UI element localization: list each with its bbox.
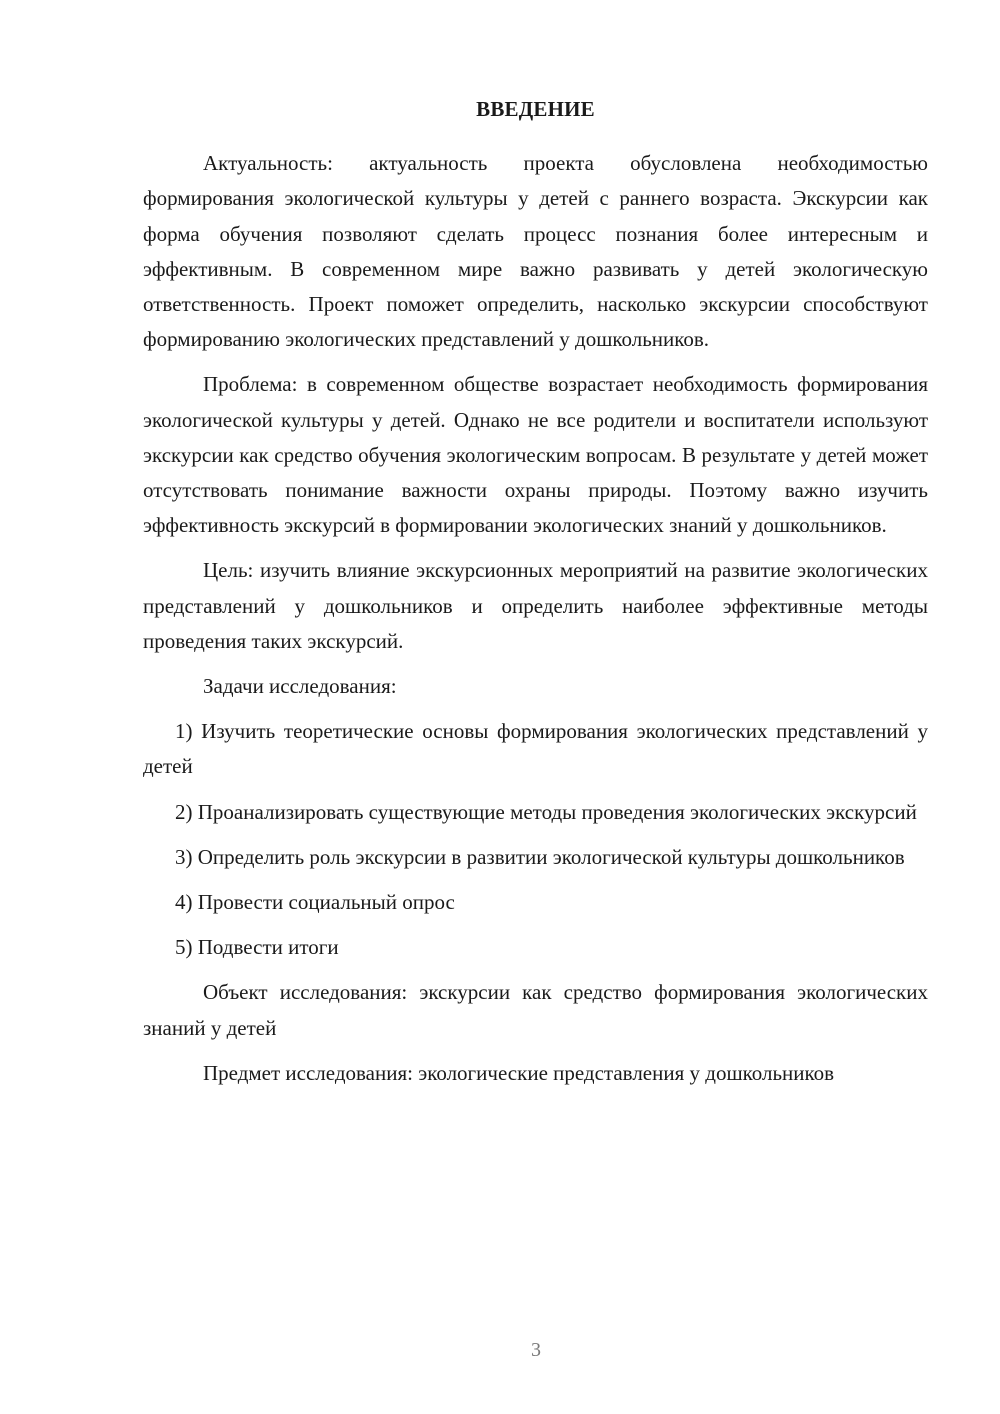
page-number: 3 bbox=[531, 1339, 541, 1361]
object-paragraph: Объект исследования: экскурсии как средство формирования экологических знаний у детей bbox=[143, 980, 928, 1040]
relevance-paragraph: Актуальность: актуальность проекта обусловлена необходимостью формирования экологической культуры у детей с раннего возраста. Экскурсии как форма обучения позволяют сделать процесс познания более интересным и эффективным. В современном мире важно развивать у детей экологическую ответственность. Проект поможет определить, насколько экскурсии способствуют формированию экологических представлений у дошкольников. bbox=[143, 151, 928, 352]
task-item-2: 2) Проанализировать существующие методы проведения экологических экскурсий bbox=[175, 799, 917, 824]
goal-paragraph: Цель: изучить влияние экскурсионных мероприятий на развитие экологических представлений у дошкольников и определить наиболее эффективные методы проведения таких экскурсий. bbox=[143, 558, 928, 653]
page-content bbox=[143, 92, 928, 1091]
task-item-3: 3) Определить роль экскурсии в развитии экологической культуры дошкольников bbox=[175, 844, 905, 869]
section-title: ВВЕДЕНИЕ bbox=[476, 97, 595, 121]
task-item-4: 4) Провести социальный опрос bbox=[175, 890, 455, 915]
problem-paragraph: Проблема: в современном обществе возрастает необходимость формирования экологической культуры у детей. Однако не все родители и воспитатели используют экскурсии как средство обучения экологическим вопросам. В результате у детей может отсутствовать понимание важности охраны природы. Поэтому важно изучить эффективность экскурсий в формировании экологических знаний у дошкольников. bbox=[143, 372, 928, 538]
tasks-heading: Задачи исследования: bbox=[203, 674, 397, 699]
subject-paragraph: Предмет исследования: экологические представления у дошкольников bbox=[203, 1060, 835, 1085]
task-item-5: 5) Подвести итоги bbox=[175, 935, 339, 960]
task-item-1: 1) Изучить теоретические основы формирования экологических представлений у детей bbox=[143, 719, 928, 779]
